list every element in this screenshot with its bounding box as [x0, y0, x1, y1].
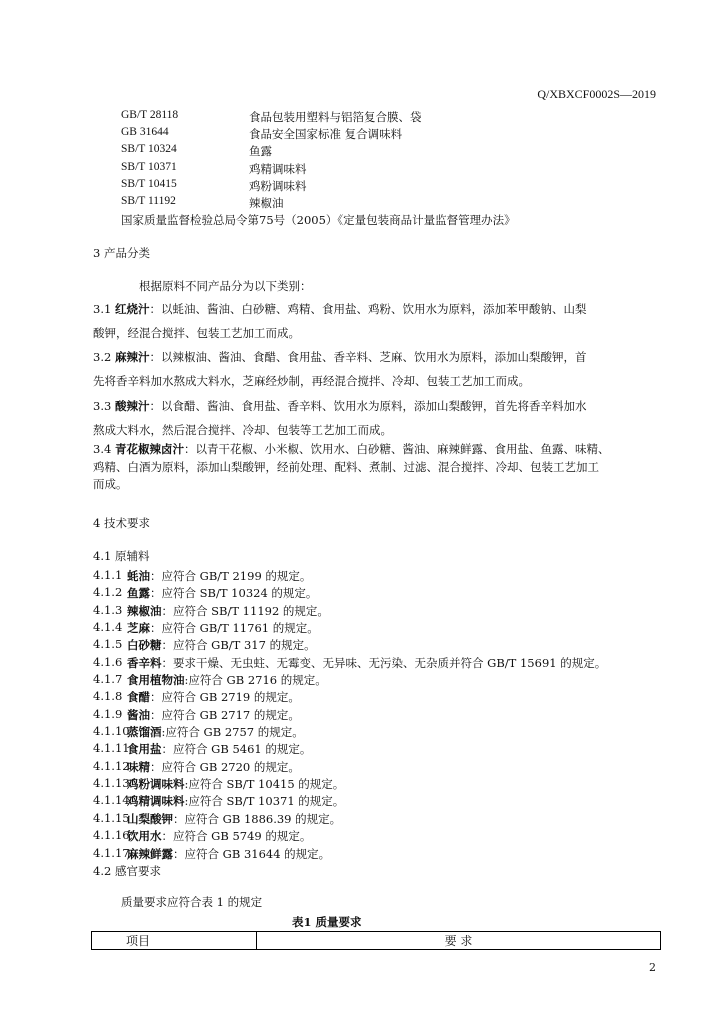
item-number: 4.1.12	[93, 758, 130, 773]
item-text: ：应符合 GB 5461 的规定。	[161, 742, 312, 757]
item-name: 白砂糖	[127, 638, 162, 653]
item-number: 4.1.5	[93, 637, 123, 652]
reference-code: GB/T 28118	[121, 109, 179, 121]
reference-title: 辣椒油	[249, 195, 284, 210]
raw-materials-list	[93, 548, 607, 880]
reference-title: 鸡粉调味料	[249, 178, 307, 193]
reference-row	[121, 161, 516, 178]
list-item	[93, 810, 342, 828]
list-item	[93, 776, 345, 793]
paragraph-text: ：以食醋、酱油、食用盐、香辛料、饮用水为原料，添加山梨酸钾，首先将香辛料加水	[149, 399, 587, 413]
item-text: ：应符合 GB 31644 的规定。	[173, 846, 331, 861]
item-name: 鸡精调味料	[127, 794, 185, 809]
item-number: 4.1.16	[93, 828, 130, 843]
reference-title: 食品安全国家标准 复合调味料	[249, 127, 403, 142]
table-header-item: 项目	[92, 932, 257, 950]
list-item	[93, 654, 607, 672]
table-header-row	[92, 932, 661, 950]
item-name: 味精	[127, 759, 150, 774]
list-item	[93, 724, 304, 741]
list-item	[93, 706, 300, 724]
item-number: 4.1.10	[93, 724, 130, 739]
subsection-4-2-title: 4.2 感官要求	[93, 863, 161, 878]
item-number: 4.1.6	[93, 654, 123, 669]
item-name: 蚝油	[127, 569, 150, 583]
item-text: ：应符合 GB 5749 的规定。	[161, 829, 312, 844]
item-text: :应符合 SB/T 10415 的规定。	[184, 777, 345, 792]
item-name: 山梨酸钾	[127, 811, 173, 826]
item-number: 4.1.4	[93, 620, 123, 635]
list-item	[93, 758, 300, 776]
paragraph-text: 熬成大料水，然后混合搅拌、冷却、包装等工艺加工而成。	[93, 423, 392, 437]
reference-title: 鸡精调味料	[249, 161, 307, 176]
item-number: 4.1.17	[93, 845, 130, 860]
item-name: 蒸馏酒	[127, 725, 162, 740]
subsection-4-2-text: 质量要求应符合表 1 的规定	[121, 895, 263, 909]
list-item	[93, 845, 331, 863]
item-name: 香辛料	[127, 655, 162, 670]
product-name: 青花椒辣卤汁	[114, 442, 184, 456]
paragraph-number: 3.3	[93, 399, 115, 413]
list-item	[93, 568, 312, 585]
item-text: ：应符合 GB/T 2199 的规定。	[150, 569, 312, 583]
item-name: 饮用水	[127, 829, 162, 844]
item-text: ：应符合 GB 1886.39 的规定。	[173, 811, 342, 826]
paragraph-3-1	[93, 297, 586, 345]
product-name: 麻辣汁	[114, 350, 150, 364]
item-text: ：应符合 GB 2719 的规定。	[150, 690, 300, 705]
list-item	[93, 602, 329, 620]
item-text: ：应符合 SB/T 11192 的规定。	[161, 603, 329, 618]
paragraph-3-3	[93, 394, 586, 442]
paragraph-text: 鸡精、白酒为原料，添加山梨酸钾，经前处理、配料、煮制、过滤、混合搅拌、冷却、包装工艺加工	[93, 459, 599, 474]
list-item	[93, 828, 312, 845]
reference-code: SB/T 11192	[121, 194, 176, 207]
reference-row	[121, 126, 516, 143]
item-name: 食醋	[127, 690, 150, 705]
item-number: 4.1.14	[93, 793, 130, 808]
paragraph-text: 先将香辛料加水熬成大料水，芝麻经炒制，再经混合搅拌、冷却、包装工艺加工而成。	[93, 374, 530, 388]
paragraph-3-4	[93, 441, 609, 494]
reference-row	[121, 109, 516, 126]
item-name: 食用盐	[127, 742, 162, 757]
quality-table	[91, 931, 661, 950]
reference-row	[121, 195, 516, 212]
list-item	[93, 793, 345, 810]
item-text: ：应符合 SB/T 10324 的规定。	[150, 586, 318, 601]
normative-references	[121, 109, 516, 229]
reference-code: SB/T 10415	[121, 177, 177, 190]
item-number: 4.1.3	[93, 602, 123, 617]
paragraph-text: ：以蚝油、酱油、白砂糖、鸡精、食用盐、鸡粉、饮用水为原料，添加苯甲酸钠、山梨	[149, 302, 587, 316]
reference-code: SB/T 10371	[121, 160, 177, 173]
standard-code: Q/XBXCF0002S—2019	[537, 87, 656, 101]
table-caption: 表1 质量要求	[292, 915, 362, 929]
reference-row	[121, 143, 516, 160]
product-name: 酸辣汁	[114, 399, 150, 413]
item-number: 4.1.15	[93, 810, 130, 825]
page-number: 2	[649, 961, 656, 974]
reference-code: SB/T 10324	[121, 143, 177, 156]
item-number: 4.1.1	[93, 568, 123, 582]
list-item	[93, 672, 327, 689]
paragraph-text: 酸钾，经混合搅拌、包装工艺加工而成。	[93, 326, 300, 340]
item-text: ：应符合 GB/T 317 的规定。	[161, 638, 316, 653]
reference-title: 鱼露	[249, 144, 272, 159]
paragraph-number: 3.2	[93, 350, 115, 364]
reference-code: GB 31644	[121, 126, 169, 139]
list-item	[93, 585, 318, 602]
list-item	[93, 689, 300, 706]
subsection-4-1-title: 4.1 原辅料	[93, 549, 150, 563]
paragraph-text: ：以青干花椒、小米椒、饮用水、白砂糖、酱油、麻辣鲜露、食用盐、鱼露、味精、	[183, 442, 610, 456]
reference-row	[121, 178, 516, 195]
section-3-intro: 根据原料不同产品分为以下类别：	[139, 279, 312, 293]
item-text: ：要求干燥、无虫蛀、无霉变、无异味、无污染、无杂质并符合 GB/T 15691 的规定。	[161, 655, 607, 670]
item-name: 辣椒油	[127, 603, 162, 618]
section-4-title: 4 技术要求	[93, 516, 150, 530]
item-number: 4.1.9	[93, 706, 123, 721]
item-name: 鱼露	[127, 586, 150, 601]
table-header-requirement: 要 求	[257, 932, 661, 950]
item-number: 4.1.7	[93, 672, 123, 687]
item-number: 4.1.2	[93, 585, 123, 600]
paragraph-3-2	[93, 345, 586, 393]
paragraph-number: 3.4	[93, 442, 115, 456]
item-name: 酱油	[127, 707, 150, 722]
item-text: :应符合 SB/T 10371 的规定。	[184, 794, 345, 809]
item-number: 4.1.8	[93, 689, 123, 704]
list-item	[93, 741, 312, 758]
item-text: ：应符合 GB 2720 的规定。	[150, 759, 300, 774]
item-text: :应符合 GB 2757 的规定。	[161, 725, 304, 740]
item-text: ：应符合 GB/T 11761 的规定。	[150, 621, 319, 636]
list-item	[93, 620, 319, 637]
item-text: :应符合 GB 2716 的规定。	[184, 673, 327, 688]
section-3-title: 3 产品分类	[93, 246, 150, 260]
item-name: 食用植物油	[127, 673, 185, 688]
paragraph-text: 而成。	[93, 477, 128, 491]
item-name: 麻辣鲜露	[127, 846, 173, 861]
reference-title: 食品包装用塑料与铝箔复合膜、袋	[249, 110, 422, 124]
item-number: 4.1.11	[93, 741, 130, 756]
item-name: 芝麻	[127, 621, 150, 636]
item-number: 4.1.13	[93, 776, 130, 791]
reference-note: 国家质量监督检验总局令第75号（2005）《定量包装商品计量监督管理办法》	[121, 213, 516, 228]
paragraph-number: 3.1	[93, 302, 115, 316]
list-item	[93, 637, 316, 654]
item-text: ：应符合 GB 2717 的规定。	[150, 707, 300, 722]
item-name: 鸡粉调味料	[127, 777, 185, 792]
product-name: 红烧汁	[114, 302, 150, 316]
paragraph-text: ：以辣椒油、酱油、食醋、食用盐、香辛料、芝麻、饮用水为原料，添加山梨酸钾，首	[149, 350, 587, 364]
